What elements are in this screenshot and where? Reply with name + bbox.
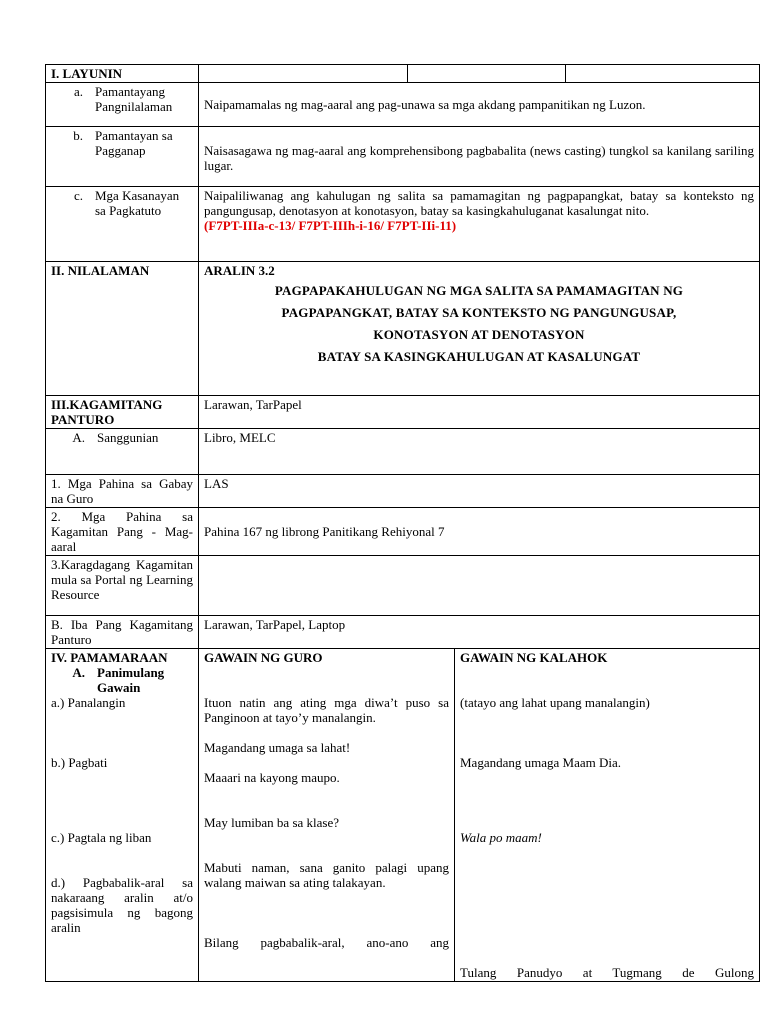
sanggunian-label: A. Sanggunian [46, 429, 199, 475]
lesson-title: PAGPAPAKAHULUGAN NG MGA SALITA SA PAMAMAGITAN NG PAGPAPANGKAT, BATAY SA KONTEKSTO NG PANGUNGUSAP, KONOTASYON AT DENOTASYON BATAY SA KASINGKAHULUGAN AT KASALUNGAT [274, 283, 684, 364]
guro-pagbati-1: Magandang umaga sa lahat! [204, 740, 351, 755]
kagamitan-heading: III.KAGAMITANG PANTURO [46, 396, 199, 429]
panimulang-gawain-heading: A. Panimulang Gawain [72, 665, 165, 695]
step-pagbati: b.) Pagbati [51, 755, 108, 770]
layunin-header-blank [199, 65, 760, 83]
nilalaman-content [199, 262, 760, 396]
pamantayan-sa-pagganap-text: Naisasagawa ng mag-aaral ang komprehensibong pagbabalita (news casting) tungkol sa kanilang sariling lugar. [199, 127, 760, 187]
pamantayan-sa-pagganap-label: b. Pamantayan sa Pagganap [46, 127, 199, 187]
step-pagtala: c.) Pagtala ng liban [51, 830, 152, 845]
mga-kasanayan-text: Naipaliliwanag ang kahulugan ng salita sa pamamagitan ng pagpapangkat, batay sa konteksto ng pangungusap, denotasyon at konotasyon, batay sa kasingkahuluganat kasalungat nito. (F7PT-IIIa-c-13/ F7PT-IIIh-i-16/ F7PT-IIi-11) [199, 187, 760, 262]
layunin-heading: I. LAYUNIN [46, 65, 199, 83]
nilalaman-heading: II. NILALAMAN [46, 262, 199, 396]
gabay-guro-value: LAS [199, 475, 760, 508]
guro-panalangin: Ituon natin ang ating mga diwa’t puso sa Panginoon at tayo’y manalangin. [204, 695, 449, 725]
kagamitan-mag-aaral-value: Pahina 167 ng librong Panitikang Rehiyonal 7 [199, 508, 760, 556]
karagdagang-kagamitan-label: 3.Karagdagang Kagamitan mula sa Portal ng Learning Resource [46, 556, 199, 616]
gawain-guro-header: GAWAIN NG GURO [204, 650, 323, 665]
lesson-plan-table [45, 64, 760, 982]
gabay-guro-label: 1. Mga Pahina sa Gabay na Guro [46, 475, 199, 508]
gawain-kalahok-header: GAWAIN NG KALAHOK [460, 650, 608, 665]
guro-bilang-pagbabalik-aral: Bilang pagbabalik-aral, ano-ano ang [204, 935, 449, 950]
step-panalangin: a.) Panalangin [51, 695, 126, 710]
guro-pagbati-2: Maaari na kayong maupo. [204, 770, 340, 785]
karagdagang-kagamitan-value [199, 556, 760, 616]
gawain-guro-column [199, 649, 455, 982]
pamantayang-pangnilalaman-text: Naipamamalas ng mag-aaral ang pag-unawa sa mga akdang pampanitikan ng Luzon. [199, 83, 760, 127]
gawain-kalahok-column [455, 649, 760, 982]
guro-pagtala: May lumiban ba sa klase? [204, 815, 340, 830]
pamantayang-pangnilalaman-label: a. Pamantayang Pangnilalaman [46, 83, 199, 127]
iba-pang-kagamitan-value: Larawan, TarPapel, Laptop [199, 616, 760, 649]
kalahok-tulang-panudyo: Tulang Panudyo at Tugmang de Gulong [460, 965, 754, 980]
step-pagbabalik-aral: d.) Pagbabalik-aral sa nakaraang aralin at/o pagsisimula ng bagong aralin [51, 875, 193, 935]
pamamaraan-steps [46, 649, 199, 982]
kalahok-pagtala: Wala po maam! [460, 830, 542, 845]
pamamaraan-heading: IV. PAMAMARAAN [51, 650, 168, 665]
sanggunian-value: Libro, MELC [199, 429, 760, 475]
kagamitan-heading-value: Larawan, TarPapel [199, 396, 760, 429]
kalahok-pagbati: Magandang umaga Maam Dia. [460, 755, 622, 770]
competency-codes: (F7PT-IIIa-c-13/ F7PT-IIIh-i-16/ F7PT-IIi-11) [204, 218, 457, 233]
guro-pagbabalik-aral: Mabuti naman, sana ganito palagi upang walang maiwan sa ating talakayan. [204, 860, 449, 890]
kagamitan-mag-aaral-label: 2. Mga Pahina sa Kagamitan Pang - Mag-aaral [46, 508, 199, 556]
mga-kasanayan-label: c. Mga Kasanayan sa Pagkatuto [46, 187, 199, 262]
kalahok-panalangin: (tatayo ang lahat upang manalangin) [460, 695, 650, 710]
aralin-number: ARALIN 3.2 [204, 263, 275, 278]
iba-pang-kagamitan-label: B. Iba Pang Kagamitang Panturo [46, 616, 199, 649]
